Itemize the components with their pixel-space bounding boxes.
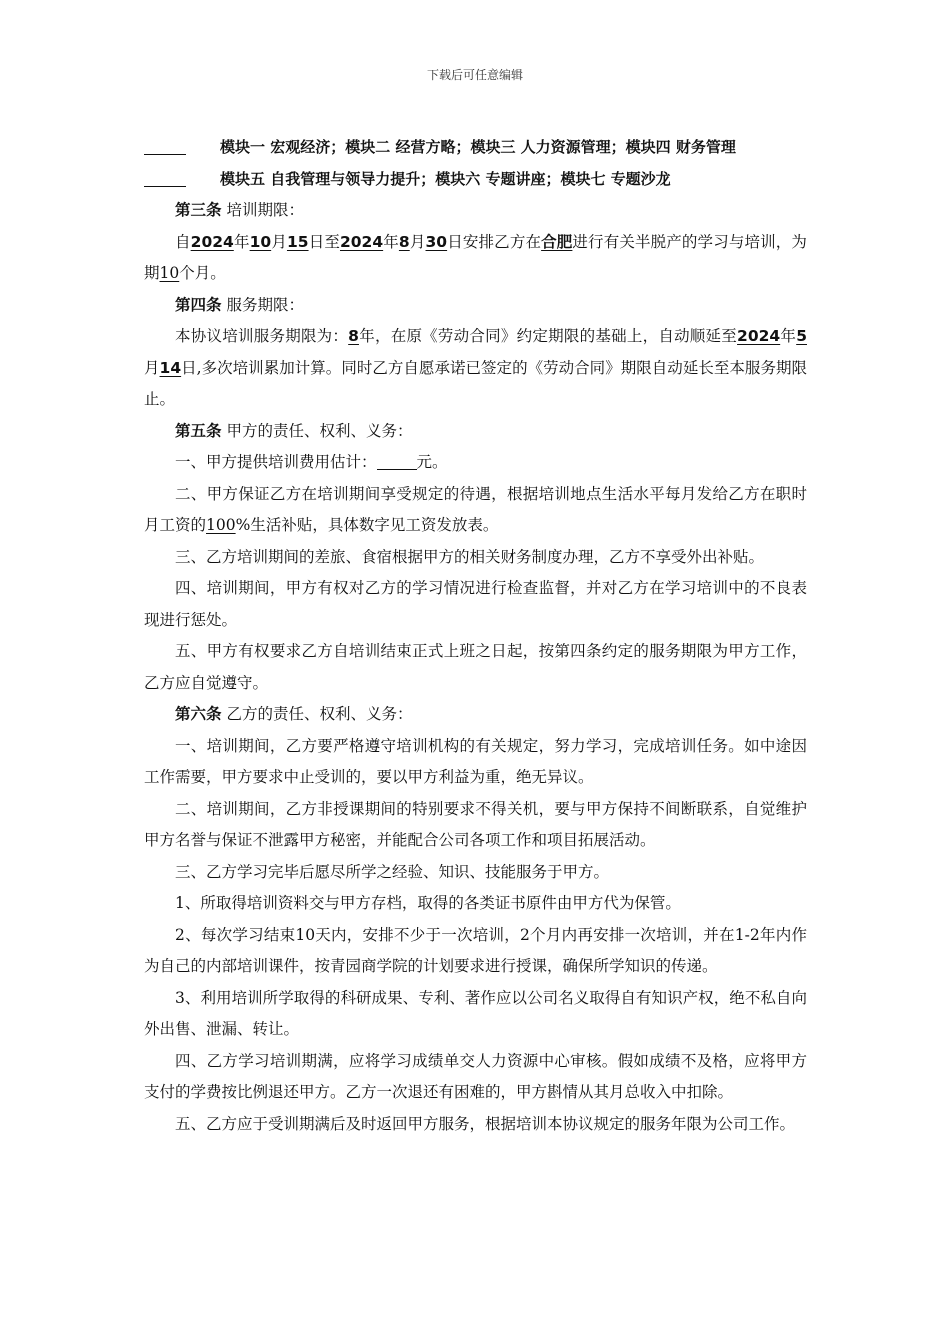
article-6-item-2: 二、培训期间，乙方非授课期间的特别要求不得关机，要与甲方保持不间断联系，自觉维护甲方名誉与保证不泄露甲方秘密，并能配合公司各项工作和项目拓展活动。 bbox=[144, 799, 807, 849]
article-6-sub-3: 3、利用培训所学取得的科研成果、专利、著作应以公司名义取得自有知识产权，绝不私自向外出售、泄漏、转让。 bbox=[144, 988, 807, 1038]
article-5-item-4: 四、培训期间，甲方有权对乙方的学习情况进行检查监督，并对乙方在学习培训中的不良表现进行惩处。 bbox=[144, 579, 807, 629]
fee-blank bbox=[377, 451, 417, 470]
document-body bbox=[144, 132, 807, 1140]
training-location: 合肥 bbox=[541, 232, 573, 251]
underline-blank bbox=[144, 136, 186, 155]
article-6-item-5: 五、乙方应于受训期满后及时返回甲方服务，根据培训本协议规定的服务年限为公司工作。 bbox=[175, 1114, 796, 1133]
article-6-item-1: 一、培训期间，乙方要严格遵守培训机构的有关规定，努力学习，完成培训任务。如中途因工作需要，甲方要求中止受训的，要以甲方利益为重，绝无异议。 bbox=[144, 736, 807, 786]
article-3-heading: 第三条 培训期限： bbox=[175, 201, 304, 219]
article-5-item-5: 五、甲方有权要求乙方自培训结束正式上班之日起，按第四条约定的服务期限为甲方工作，乙方应自觉遵守。 bbox=[144, 642, 807, 692]
salary-percent: 100 bbox=[206, 516, 236, 534]
article-5-item-2: 二、甲方保证乙方在培训期间享受规定的待遇，根据培训地点生活水平每月发给乙方在职时月工资的100%生活补贴，具体数字见工资发放表。 bbox=[144, 484, 807, 534]
end-year: 2024 bbox=[339, 232, 384, 251]
end-month: 8 bbox=[398, 232, 410, 251]
training-duration: 10 bbox=[159, 264, 180, 282]
start-day: 15 bbox=[286, 232, 309, 251]
until-month: 5 bbox=[796, 327, 807, 345]
start-month: 10 bbox=[249, 232, 272, 251]
article-6-heading: 第六条 乙方的责任、权利、义务： bbox=[175, 705, 413, 723]
modules-line-1: 模块一 宏观经济；模块二 经营方略；模块三 人力资源管理；模块四 财务管理 bbox=[144, 132, 807, 164]
article-6-item-4: 四、乙方学习培训期满，应将学习成绩单交人力资源中心审核。假如成绩不及格，应将甲方支付的学费按比例退还甲方。乙方一次退还有困难的，甲方斟情从其月总收入中扣除。 bbox=[144, 1051, 807, 1101]
service-years: 8 bbox=[348, 327, 359, 345]
article-3-text: 自2024年10月15日至2024年8月30日安排乙方在合肥进行有关半脱产的学习与培训，为期10个月。 bbox=[144, 232, 807, 282]
until-day: 14 bbox=[159, 358, 182, 377]
until-year: 2024 bbox=[737, 327, 781, 345]
start-year: 2024 bbox=[190, 232, 234, 251]
article-5-heading: 第五条 甲方的责任、权利、义务： bbox=[175, 421, 413, 440]
article-5-item-3: 三、乙方培训期间的差旅、食宿根据甲方的相关财务制度办理，乙方不享受外出补贴。 bbox=[175, 547, 765, 566]
modules-line-2: 模块五 自我管理与领导力提升；模块六 专题讲座；模块七 专题沙龙 bbox=[144, 164, 807, 196]
article-5-item-1: 一、甲方提供培训费用估计： 元。 bbox=[175, 453, 448, 471]
article-4-text: 本协议培训服务期限为：8年，在原《劳动合同》约定期限的基础上，自动顺延至2024年5月14日,多次培训累加计算。同时乙方自愿承诺已签定的《劳动合同》期限自动延长至本服务期限止。 bbox=[144, 327, 807, 408]
header-note: 下载后可任意编辑 bbox=[426, 68, 523, 82]
training-modules bbox=[144, 132, 807, 195]
article-4-heading: 第四条 服务期限： bbox=[175, 295, 304, 314]
article-6-sub-2: 2、每次学习结束10天内，安排不少于一次培训，2个月内再安排一次培训，并在1-2年内作为自己的内部培训课件，按青园商学院的计划要求进行授课，确保所学知识的传递。 bbox=[144, 925, 807, 975]
end-day: 30 bbox=[425, 232, 448, 251]
article-6-item-3: 三、乙方学习完毕后愿尽所学之经验、知识、技能服务于甲方。 bbox=[175, 862, 610, 881]
article-6-sub-1: 1、所取得培训资料交与甲方存档，取得的各类证书原件由甲方代为保管。 bbox=[175, 894, 681, 912]
underline-blank bbox=[144, 168, 186, 187]
